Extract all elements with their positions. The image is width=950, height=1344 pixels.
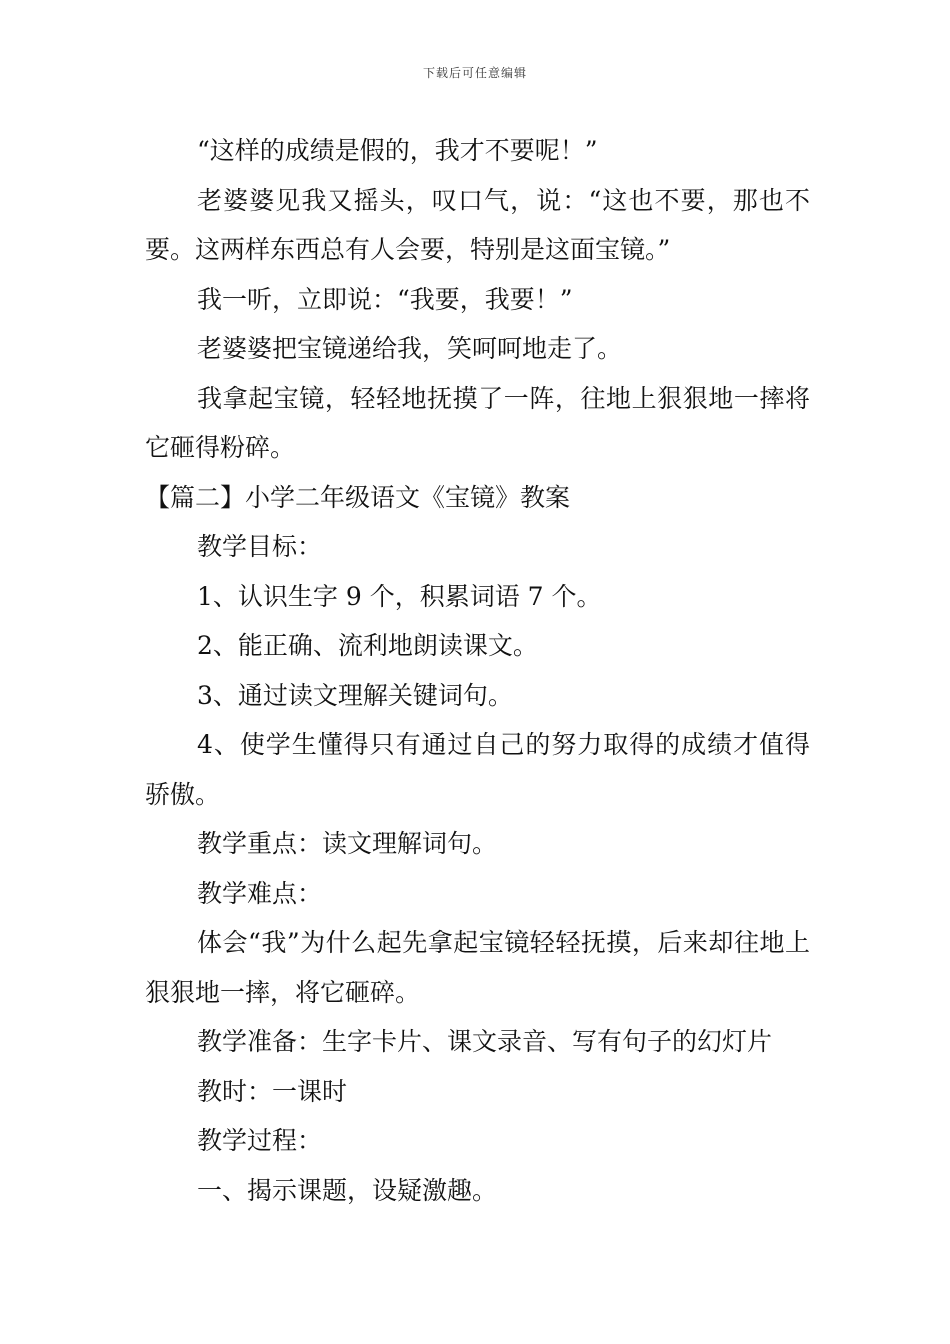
paragraph: 教时：一课时 (197, 1076, 348, 1106)
paragraph: 2、能正确、流利地朗读课文。 (197, 631, 538, 660)
paragraph: 教学难点： (197, 878, 323, 908)
section-title: 【篇二】小学二年级语文《宝镜》教案 (145, 482, 571, 512)
paragraph: 教学目标： (197, 532, 323, 561)
paragraph: 我一听，立即说：“我要，我要！” (197, 284, 573, 314)
paragraph: 我拿起宝镜，轻轻地抚摸了一阵，往地上狠狠地一摔将它砸得粉碎。 (145, 383, 810, 462)
paragraph: 3、通过读文理解关键词句。 (197, 680, 513, 710)
paragraph: 4、使学生懂得只有通过自己的努力取得的成绩才值得骄傲。 (145, 730, 810, 809)
paragraph: 教学准备：生字卡片、课文录音、写有句子的幻灯片 (197, 1027, 773, 1056)
document-body (145, 126, 810, 1215)
page-header: 下载后可任意编辑 (422, 66, 527, 80)
paragraph: 一、揭示课题，设疑激趣。 (197, 1175, 498, 1205)
paragraph: “这样的成绩是假的，我才不要呢！” (197, 136, 598, 165)
paragraph: 老婆婆见我又摇头，叹口气，说：“这也不要，那也不要。这两样东西总有人会要，特别是这面宝镜。” (145, 185, 810, 264)
paragraph: 体会“我”为什么起先拿起宝镜轻轻抚摸，后来却往地上狠狠地一摔，将它砸碎。 (145, 928, 810, 1007)
paragraph: 教学重点：读文理解词句。 (197, 829, 498, 858)
paragraph: 老婆婆把宝镜递给我，笑呵呵地走了。 (197, 334, 623, 363)
paragraph: 1、认识生字 9 个，积累词语 7 个。 (197, 581, 602, 611)
paragraph: 教学过程： (197, 1126, 323, 1155)
